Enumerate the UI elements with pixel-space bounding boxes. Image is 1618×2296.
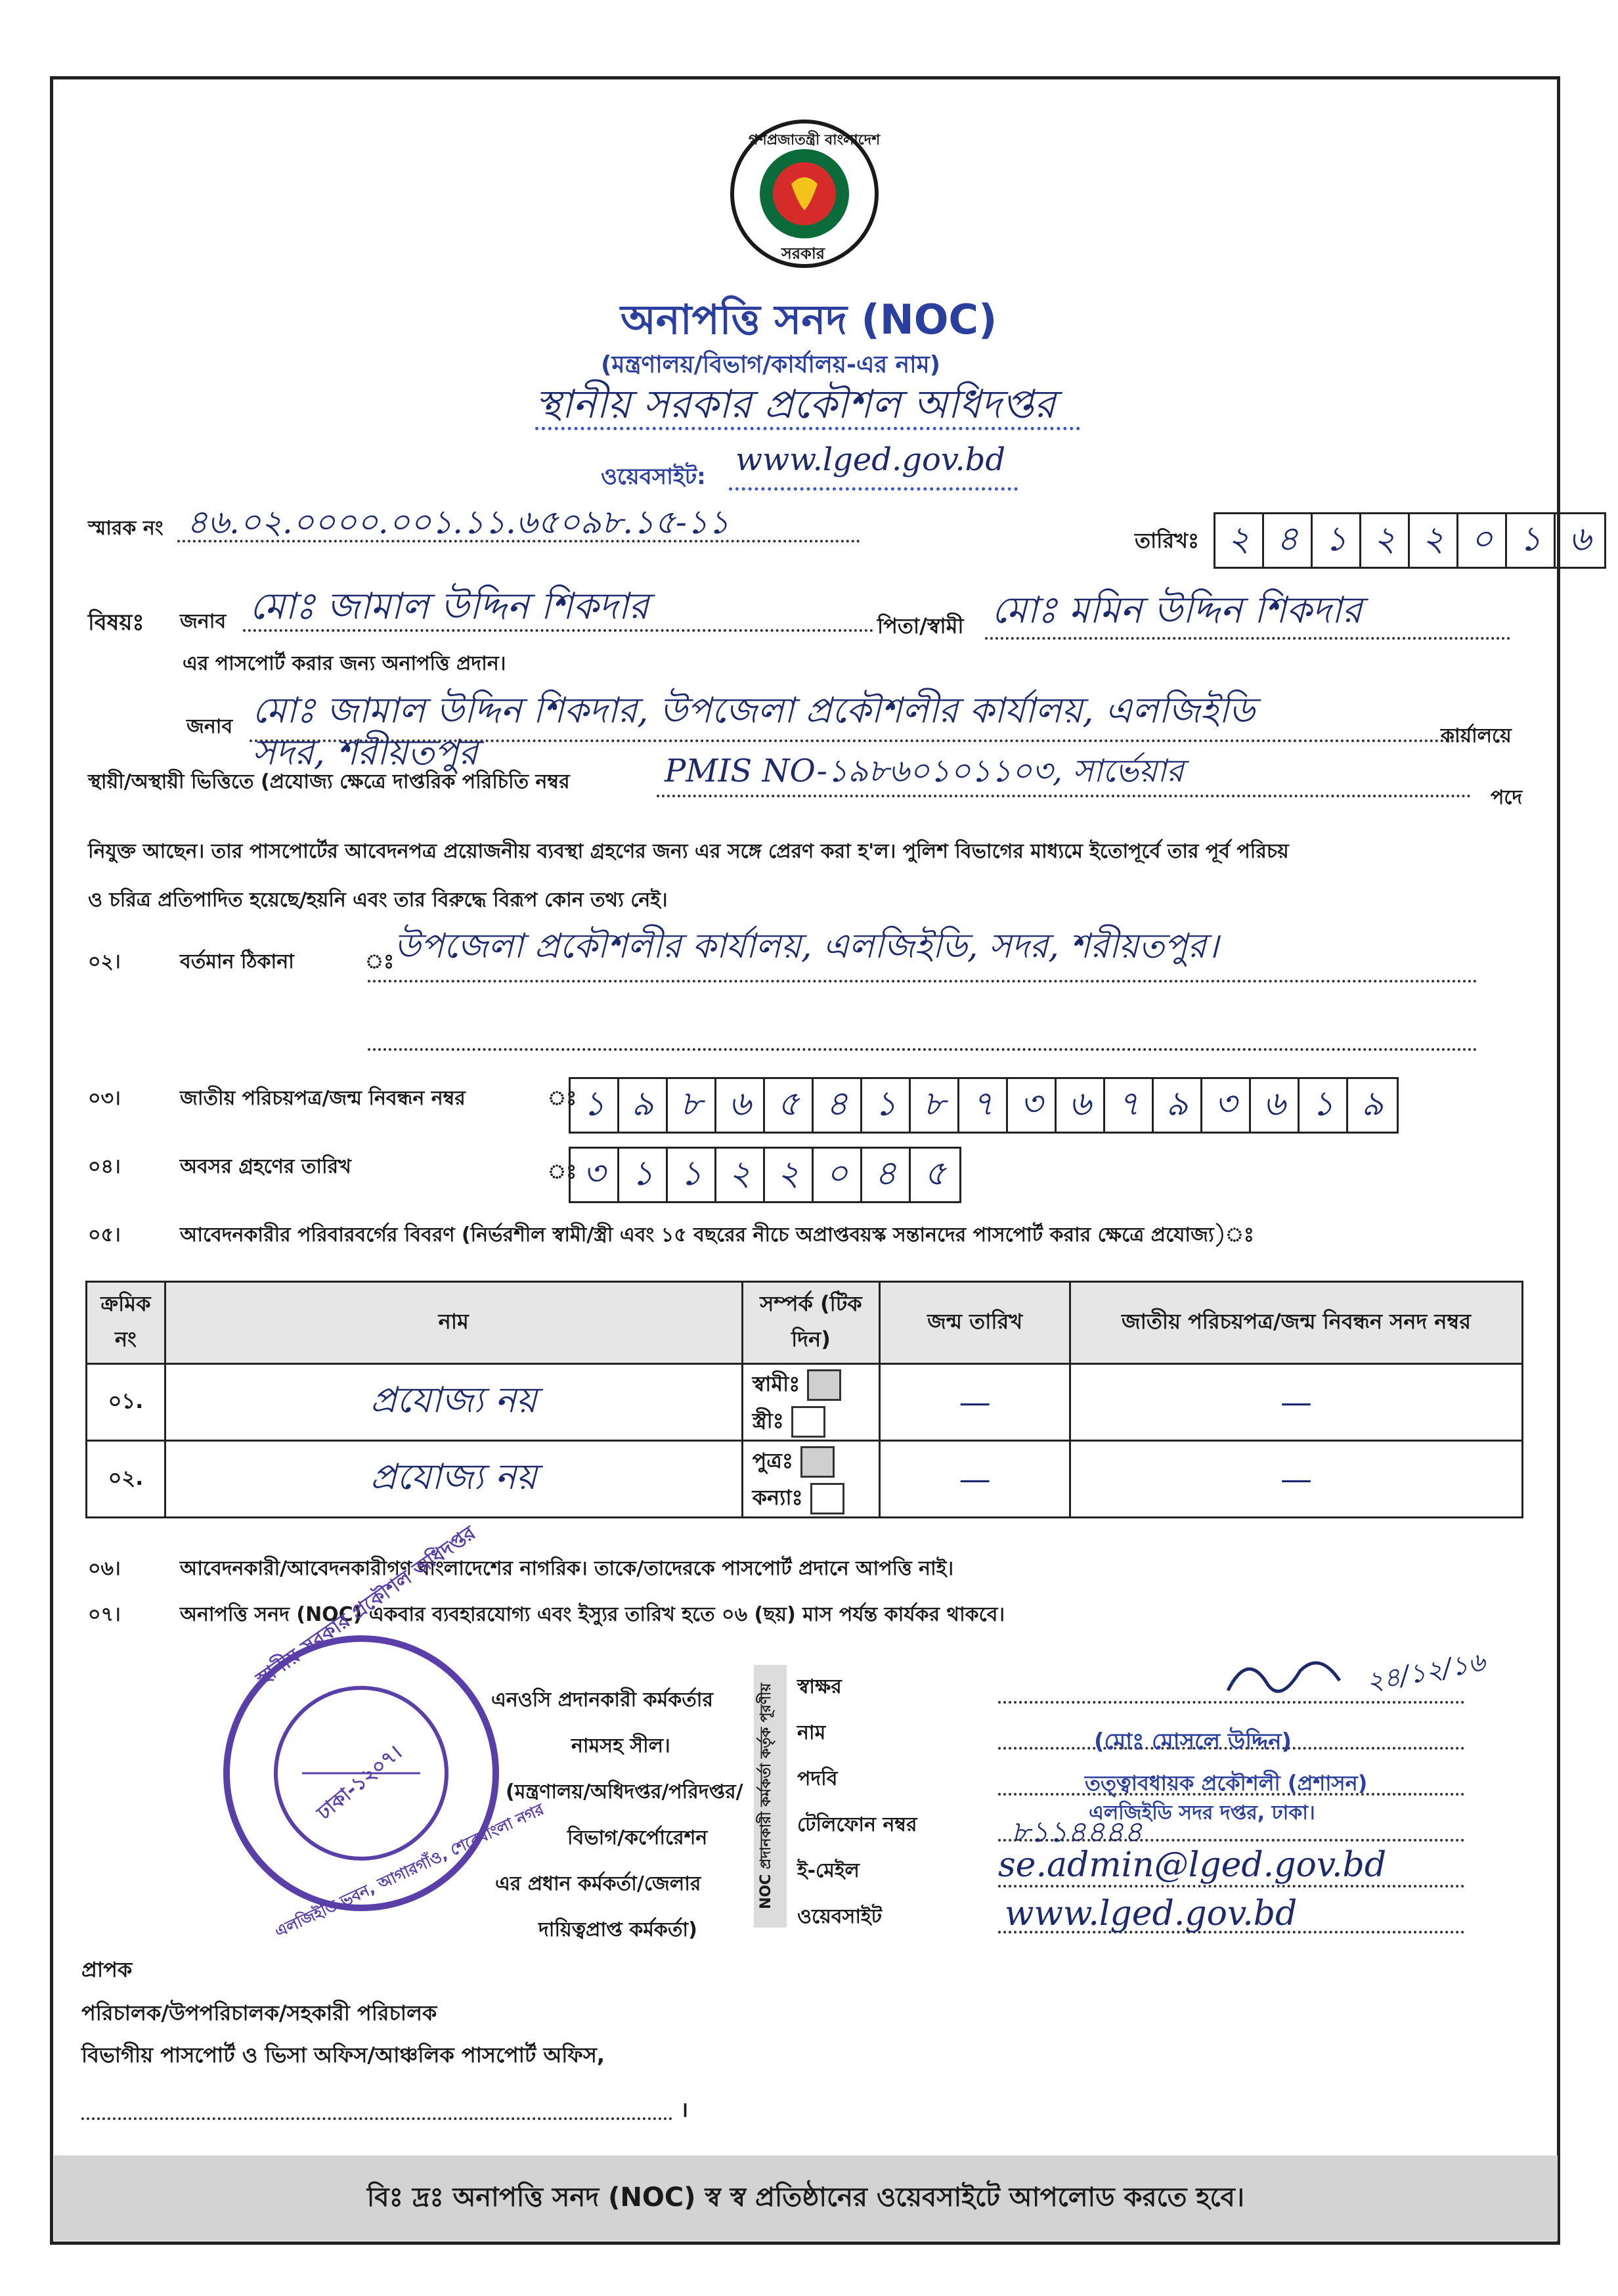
item-05-label: আবেদনকারীর পরিবারবর্গের বিবরণ (নির্ভরশীল স্বামী/স্ত্রী এবং ১৫ বছরের নীচে অপ্রাপ্তবয়স্ক সন্তানদের পাসপোর্ট করার ক্ষেত্রে প্রযোজ্য)ঃ — [180, 1224, 1254, 1247]
name-dotted-line — [243, 629, 873, 632]
officer-email-value: se.admin@lged.gov.bd — [998, 1845, 1387, 1885]
officer-name-value: (মোঃ মোসলে উদ্দিন) — [1094, 1729, 1292, 1755]
officer-office-value: এলজিইডি সদর দপ্তর, ঢাকা। — [1089, 1801, 1315, 1824]
nid-digit: ৬ — [1057, 1079, 1105, 1132]
field-phone-label: টেলিফোন নম্বর — [797, 1813, 917, 1836]
recipient-label: প্রাপক — [81, 1957, 133, 1982]
relation-a-checkbox[interactable] — [800, 1446, 835, 1478]
address-dotted-line — [368, 980, 1477, 982]
officer-line: বিভাগ/কর্পোরেশন — [567, 1826, 708, 1849]
retire-digit: ৫ — [924, 1153, 946, 1193]
date-digit: ৬ — [1569, 519, 1591, 559]
item-06-text: আবেদনকারী/আবেদনকারীগণ বাংলাদেশের নাগরিক। তাকে/তাদেরকে পাসপোর্ট প্রদানে আপত্তি নাই। — [180, 1557, 954, 1580]
row-serial: ০১. — [87, 1364, 165, 1441]
table-header-row — [87, 1282, 1523, 1364]
relation-a-label: স্বামীঃ — [752, 1371, 800, 1396]
website-value: www.lged.gov.bd — [735, 441, 1006, 478]
item-04-label: অবসর গ্রহণের তারিখ — [180, 1155, 351, 1178]
nid-digit: ৯ — [1361, 1084, 1384, 1124]
date-label: তারিখঃ — [1135, 528, 1200, 553]
noc-vertical-label: NOC প্রদানকারী কর্মকর্তা কর্তৃক পূরণীয় — [754, 1665, 787, 1928]
relation-b-label: কন্যাঃ — [752, 1485, 803, 1510]
nid-digit: ১ — [862, 1079, 911, 1132]
office-text-2: সদর, শরীয়তপুর — [252, 732, 478, 773]
memo-label: স্মারক নং — [88, 517, 164, 540]
body-janab: জনাব — [186, 715, 233, 738]
officer-phone-value: ৮১১৪৪৪৪ — [1011, 1815, 1143, 1849]
officer-line: এর প্রধান কর্মকর্তা/জেলার — [495, 1872, 701, 1895]
emblem-bottom-text: সরকার — [781, 244, 825, 263]
stamp-bottom-text: এলজিইডি ভবন, আগারগাঁও, শেরেবাংলা নগর — [272, 1799, 547, 1941]
basis-text: স্থায়ী/অস্থায়ী ভিত্তিতে (প্রযোজ্য ক্ষেত্রে দাপ্তরিক পরিচিতি নম্বর — [88, 770, 570, 793]
row-dob: — — [880, 1364, 1070, 1441]
item-05-num: ০৫। — [88, 1224, 121, 1247]
officer-line: এনওসি প্রদানকারী কর্মকর্তার — [491, 1689, 713, 1711]
header-dob: জন্ম তারিখ — [880, 1282, 1070, 1364]
office-suffix: কার্যালয়ে — [1441, 724, 1512, 747]
header-name: নাম — [165, 1282, 742, 1364]
retirement-date-boxes — [569, 1147, 961, 1203]
recipient-line3-end: । — [680, 2097, 689, 2122]
handwritten-signature — [1221, 1645, 1353, 1710]
officer-line: (মন্ত্রণালয়/অধিদপ্তর/পরিদপ্তর/ — [506, 1780, 743, 1803]
header-relation: সম্পর্ক (টিক দিন) — [742, 1282, 880, 1364]
relation-a-label: পুত্রঃ — [752, 1448, 793, 1473]
sign-date: ২৪/১২/১৬ — [1364, 1646, 1488, 1698]
nid-digit: ৩ — [1202, 1079, 1251, 1132]
nid-digit: ৫ — [765, 1079, 814, 1132]
retire-digit: ৪ — [862, 1149, 911, 1201]
retire-digit: ০ — [814, 1149, 862, 1201]
applicant-name: মোঃ জামাল উদ্দিন শিকদার — [250, 585, 649, 628]
row-dob: — — [880, 1441, 1070, 1518]
retire-digit: ১ — [668, 1149, 716, 1201]
subject-label: বিষয়ঃ — [88, 609, 144, 636]
nid-digit: ৬ — [1251, 1079, 1300, 1132]
date-digit: ২ — [1361, 514, 1410, 567]
retire-digit: ২ — [765, 1149, 814, 1201]
address-dotted-line-2 — [368, 1048, 1477, 1051]
nid-digit: ৮ — [668, 1079, 716, 1132]
nid-digit: ৪ — [814, 1079, 862, 1132]
office-text: মোঃ জামাল উদ্দিন শিকদার, উপজেলা প্রকৌশলীর কার্যালয়, এলজিইডি — [252, 690, 1256, 731]
item-02-num: ০২। — [88, 950, 121, 973]
date-boxes — [1214, 512, 1606, 569]
item-03-label: জাতীয় পরিচয়পত্র/জন্ম নিবন্ধন নম্বর — [180, 1087, 466, 1110]
nid-digit: ১ — [571, 1079, 619, 1132]
field-signature-label: স্বাক্ষর — [797, 1675, 842, 1698]
emblem-top-text: গণপ্রজাতন্ত্রী বাংলাদেশ — [749, 132, 881, 148]
body-para1: নিযুক্ত আছেন। তার পাসপোর্টের আবেদনপত্র প্রয়োজনীয় ব্যবস্থা গ্রহণের জন্য এর সঙ্গে প্রেরণ করা হ'ল। পুলিশ বিভাগের মাধ্যমে ইতোপূর্বে তার পূর্ব পরিচয় — [88, 840, 1289, 863]
present-address: উপজেলা প্রকৌশলীর কার্যালয়, এলজিইডি, সদর, শরীয়তপুর। — [394, 927, 1219, 966]
body-para2: ও চরিত্র প্রতিপাদিত হয়েছে/হয়নি এবং তার বিরুদ্ধে বিরূপ কোন তথ্য নেই। — [88, 889, 668, 912]
subject-line2: এর পাসপোর্ট করার জন্য অনাপত্তি প্রদান। — [183, 652, 506, 675]
relation-b-checkbox[interactable] — [791, 1406, 825, 1438]
item-06-num: ০৬। — [88, 1557, 121, 1580]
row-serial: ০২. — [87, 1441, 165, 1518]
field-website-label: ওয়েবসাইট — [797, 1905, 882, 1928]
email-dotted-line — [998, 1885, 1464, 1888]
item-04-num: ০৪। — [88, 1155, 121, 1178]
stamp-ring-text: স্থানীয় সরকার প্রকৌশল অধিদপ্তর — [252, 1521, 480, 1691]
nid-digit: ৮ — [911, 1079, 959, 1132]
family-table — [85, 1281, 1523, 1518]
date-digit: ১ — [1313, 514, 1361, 567]
retire-digit: ১ — [619, 1149, 668, 1201]
memo-dotted-line — [177, 540, 860, 542]
header-nid: জাতীয় পরিচয়পত্র/জন্ম নিবন্ধন সনদ নম্বর — [1070, 1282, 1522, 1364]
colon: ঃ — [548, 1160, 577, 1183]
father-name: মোঃ মমিন উদ্দিন শিকদার — [992, 589, 1363, 632]
row-relation — [742, 1364, 880, 1441]
father-label: পিতা/স্বামী — [877, 613, 964, 638]
relation-b-checkbox[interactable] — [810, 1483, 844, 1514]
row-relation — [742, 1441, 880, 1518]
recipient-line1: পরিচালক/উপপরিচালক/সহকারী পরিচালক — [81, 2000, 437, 2025]
relation-b-label: স্ত্রীঃ — [752, 1408, 784, 1433]
row-nid: — — [1070, 1364, 1522, 1441]
recipient-line2: বিভাগীয় পাসপোর্ট ও ভিসা অফিস/আঞ্চলিক পাসপোর্ট অফিস, — [81, 2042, 605, 2067]
page-title: অনাপত্তি সনদ (NOC) — [621, 296, 997, 343]
retire-digit: ২ — [716, 1149, 765, 1201]
stamp-city: ঢাকা-১২০৭। — [313, 1741, 406, 1825]
nid-digit: ৭ — [1105, 1079, 1154, 1132]
item-02-label: বর্তমান ঠিকানা — [180, 950, 294, 973]
item-07-text: অনাপত্তি সনদ (NOC) একবার ব্যবহারযোগ্য এবং ইস্যুর তারিখ হতে ০৬ (ছয়) মাস পর্যন্ত কার্যকর থাকবে। — [180, 1603, 1005, 1626]
nid-digit: ৯ — [1154, 1079, 1202, 1132]
nid-boxes — [569, 1077, 1399, 1134]
date-digit: ০ — [1458, 514, 1507, 567]
item-03-num: ০৩। — [88, 1087, 121, 1110]
pmis-dotted-line — [657, 795, 1471, 797]
table-row — [87, 1364, 1523, 1441]
date-digit: ২ — [1410, 514, 1458, 567]
ministry-label: (মন্ত্রণালয়/বিভাগ/কার্যালয়-এর নাম) — [601, 351, 941, 378]
post-suffix: পদে — [1491, 786, 1523, 809]
table-row — [87, 1441, 1523, 1518]
colon: ঃ — [365, 950, 395, 973]
officer-line: নামসহ সীল। — [571, 1734, 670, 1757]
date-digit: ৪ — [1264, 514, 1313, 567]
nid-digit: ৯ — [619, 1079, 668, 1132]
ministry-name: স্থানীয় সরকার প্রকৌশল অধিদপ্তর — [535, 382, 1056, 428]
website-dotted-line — [729, 487, 1018, 491]
item-07-num: ০৭। — [88, 1603, 121, 1626]
row-name: প্রযোজ্য নয় — [165, 1364, 742, 1441]
recipient-dotted-line — [81, 2117, 672, 2120]
footer-note-bar — [54, 2155, 1558, 2241]
website-label: ওয়েবসাইট: — [601, 464, 706, 490]
footer-note: বিঃ দ্রঃ অনাপত্তি সনদ (NOC) স্ব স্ব প্রতিষ্ঠানের ওয়েবসাইটে আপলোড করতে হবে। — [366, 2182, 1245, 2213]
father-dotted-line — [985, 637, 1510, 640]
memo-value: ৪৬.০২.০০০০.০০১.১১.৬৫০৯৮.১৫-১১ — [186, 503, 730, 541]
nid-digit: ৭ — [959, 1079, 1008, 1132]
nid-digit: ৩ — [1008, 1079, 1057, 1132]
date-digit: ১ — [1507, 514, 1556, 567]
header-serial: ক্রমিক নং — [87, 1282, 165, 1364]
field-name-label: নাম — [797, 1721, 826, 1744]
retire-digit: ৩ — [571, 1149, 619, 1201]
nid-digit: ১ — [1300, 1079, 1348, 1132]
subject-janab: জনাব — [180, 610, 227, 633]
field-designation-label: পদবি — [797, 1767, 838, 1790]
date-digit: ২ — [1215, 514, 1264, 567]
row-nid: — — [1070, 1441, 1522, 1518]
row-name: প্রযোজ্য নয় — [165, 1441, 742, 1518]
ministry-dotted-line — [535, 427, 1080, 430]
colon: ঃ — [548, 1087, 577, 1110]
relation-a-checkbox[interactable] — [807, 1369, 841, 1401]
officer-website-value: www.lged.gov.bd — [1005, 1894, 1298, 1933]
pmis-value: PMIS NO-১৯৮৬০১০১১০৩, সার্ভেয়ার — [665, 753, 1184, 789]
field-email-label: ই-মেইল — [797, 1859, 860, 1882]
nid-digit: ৬ — [716, 1079, 765, 1132]
officer-designation-value: তত্ত্বাবধায়ক প্রকৌশলী (প্রশাসন) — [1085, 1771, 1368, 1796]
officer-line: দায়িত্বপ্রাপ্ত কর্মকর্তা) — [538, 1918, 697, 1941]
